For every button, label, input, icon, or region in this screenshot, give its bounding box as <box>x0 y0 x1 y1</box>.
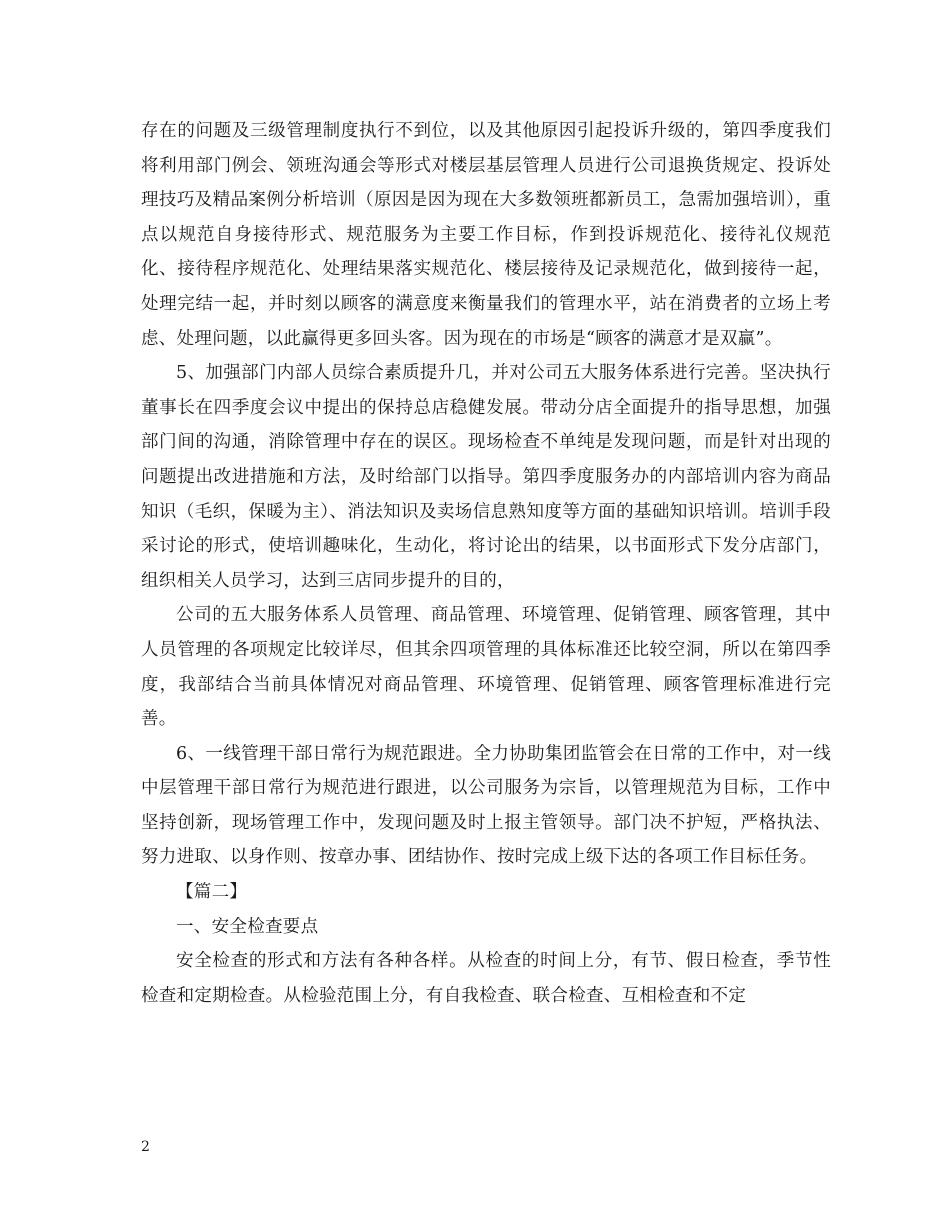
page-number: 2 <box>141 1139 150 1155</box>
document-body <box>141 114 831 1013</box>
paragraph-safety-inspection: 安全检查的形式和方法有各种各样。从检查的时间上分，有节、假日检查，季节性检查和定期检查。从检验范围上分，有自我检查、联合检查、互相检查和不定 <box>141 951 831 1006</box>
subheading-safety-inspection: 一、安全检查要点 <box>176 916 319 937</box>
paragraph-continuation: 存在的问题及三级管理制度执行不到位，以及其他原因引起投诉升级的，第四季度我们将利用部门例会、领班沟通会等形式对楼层基层管理人员进行公司退换货规定、投诉处理技巧及精品案例分析培训（原因是因为现在大多数领班都新员工，急需加强培训），重点以规范自身接待形式、规范服务为主要工作目标，作到投诉规范化、接待礼仪规范化、接待程序规范化、处理结果落实规范化、楼层接待及记录规范化，做到接待一起，处理完结一起，并时刻以顾客的满意度来衡量我们的管理水平，站在消费者的立场上考虑、处理问题，以此赢得更多回头客。因为现在的市场是“顾客的满意才是双赢”。 <box>141 121 831 349</box>
paragraph-item-5: 5、加强部门内部人员综合素质提升几，并对公司五大服务体系进行完善。坚决执行董事长在四季度会议中提出的保持总店稳健发展。带动分店全面提升的指导思想，加强部门间的沟通，消除管理中存在的误区。现场检查不单纯是发现问题，而是针对出现的问题提出改进措施和方法，及时给部门以指导。第四季度服务办的内部培训内容为商品知识（毛织，保暖为主）、消法知识及卖场信息熟知度等方面的基础知识培训。培训手段采讨论的形式，使培训趣味化，生动化，将讨论出的结果，以书面形式下发分店部门，组织相关人员学习，达到三店同步提升的目的， <box>141 363 831 591</box>
paragraph-item-6: 6、一线管理干部日常行为规范跟进。全力协助集团监管会在日常的工作中，对一线中层管理干部日常行为规范进行跟进，以公司服务为宗旨，以管理规范为目标，工作中坚持创新，现场管理工作中，发现问题及时上报主管领导。部门决不护短，严格执法、努力进取、以身作则、按章办事、团结协作、按时完成上级下达的各项工作目标任务。 <box>141 743 831 868</box>
section-heading-part-two: 【篇二】 <box>176 882 248 903</box>
paragraph-service-system: 公司的五大服务体系人员管理、商品管理、环境管理、促销管理、顾客管理，其中人员管理的各项规定比较详尽，但其余四项管理的具体标准还比较空洞，所以在第四季度，我部结合当前具体情况对商品管理、环境管理、促销管理、顾客管理标准进行完善。 <box>141 605 831 730</box>
